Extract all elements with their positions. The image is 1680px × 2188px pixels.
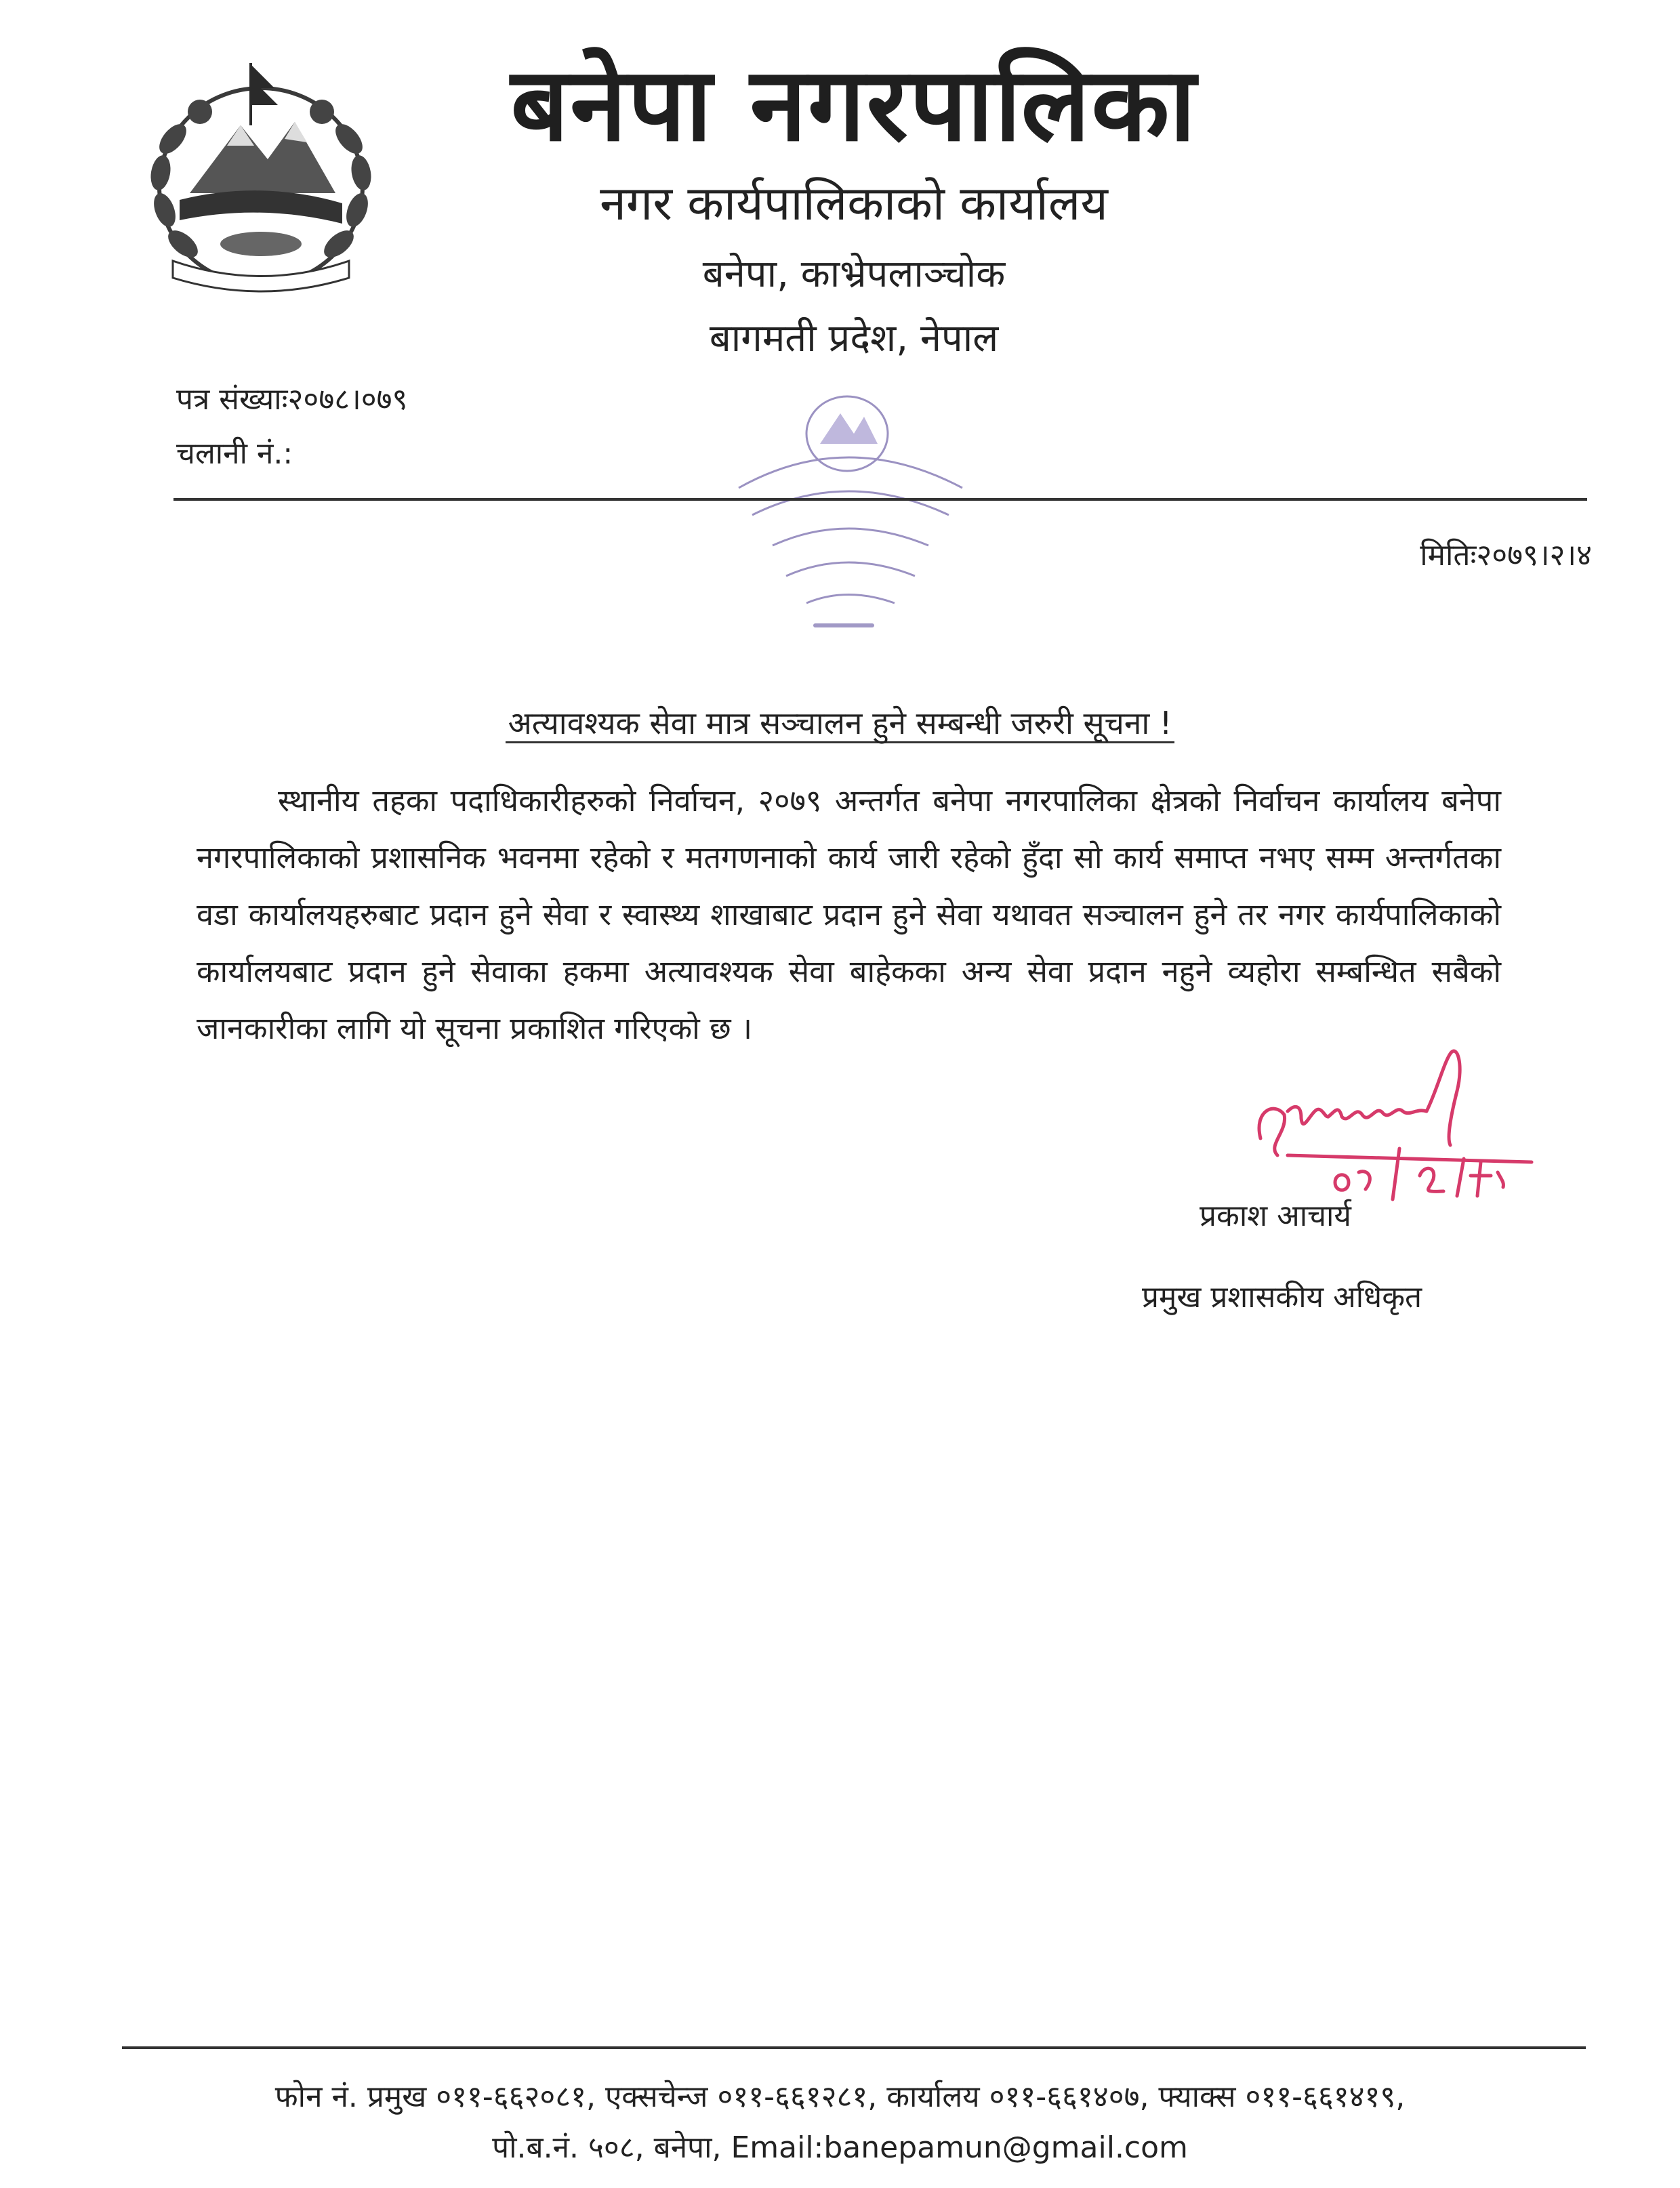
nepal-emblem-icon [125, 58, 396, 298]
header-divider [173, 498, 1587, 501]
dispatch-number: चलानी नं.: [176, 436, 293, 471]
footer-contacts: फोन नं. प्रमुख ०११-६६२०८१, एक्सचेन्ज ०११-६६१२८१, कार्यालय ०११-६६१४०७, फ्याक्स ०११-६६१४१९, [274, 2080, 1406, 2114]
signer-name: प्रकाश आचार्य [1200, 1199, 1351, 1233]
letter-number: पत्र संख्याः२०७८।०७९ [176, 382, 408, 417]
notice-subject-text: अत्यावश्यक सेवा मात्र सञ्चालन हुने सम्बन्धी जरुरी सूचना ! [506, 705, 1175, 743]
municipal-seal-icon [725, 379, 983, 651]
notice-body: स्थानीय तहका पदाधिकारीहरुको निर्वाचन, २०७९ अन्तर्गत बनेपा नगरपालिका क्षेत्रको निर्वाचन कार्यालय बनेपा नगरपालिकाको प्रशासनिक भवनमा रहेको र मतगणनाको कार्य जारी रहेको हुँदा सो कार्य समाप्त नभए सम्म अन्तर्गतका वडा कार्यालयहरुबाट प्रदान हुने सेवा र स्वास्थ्य शाखाबाट प्रदान हुने सेवा यथावत सञ्चालन हुने तर नगर कार्यपालिकाको कार्यालयबाट प्रदान हुने सेवाका हकमा अत्यावश्यक सेवा बाहेकका अन्य सेवा प्रदान नहुने व्यहोरा सम्बन्धित सबैको जानकारीका लागि यो सूचना प्रकाशित गरिएको छ । [197, 783, 1501, 1046]
letter-date: मितिः२०७९।२।४ [1420, 538, 1592, 573]
notice-subject [0, 701, 1680, 745]
office-name: नगर कार्यपालिकाको कार्यालय [600, 176, 1108, 231]
handwritten-signature-icon [1247, 1037, 1599, 1213]
municipality-title: बनेपा नगरपालिका [510, 46, 1197, 164]
footer-divider [122, 2046, 1586, 2049]
footer-address-email: पो.ब.नं. ५०८, बनेपा, Email:banepamun@gmail.com [492, 2130, 1188, 2165]
office-address: बनेपा, काभ्रेपलाञ्चोक [702, 252, 1006, 296]
office-province: बागमती प्रदेश, नेपाल [709, 316, 999, 360]
signer-designation: प्रमुख प्रशासकीय अधिकृत [1142, 1280, 1422, 1315]
